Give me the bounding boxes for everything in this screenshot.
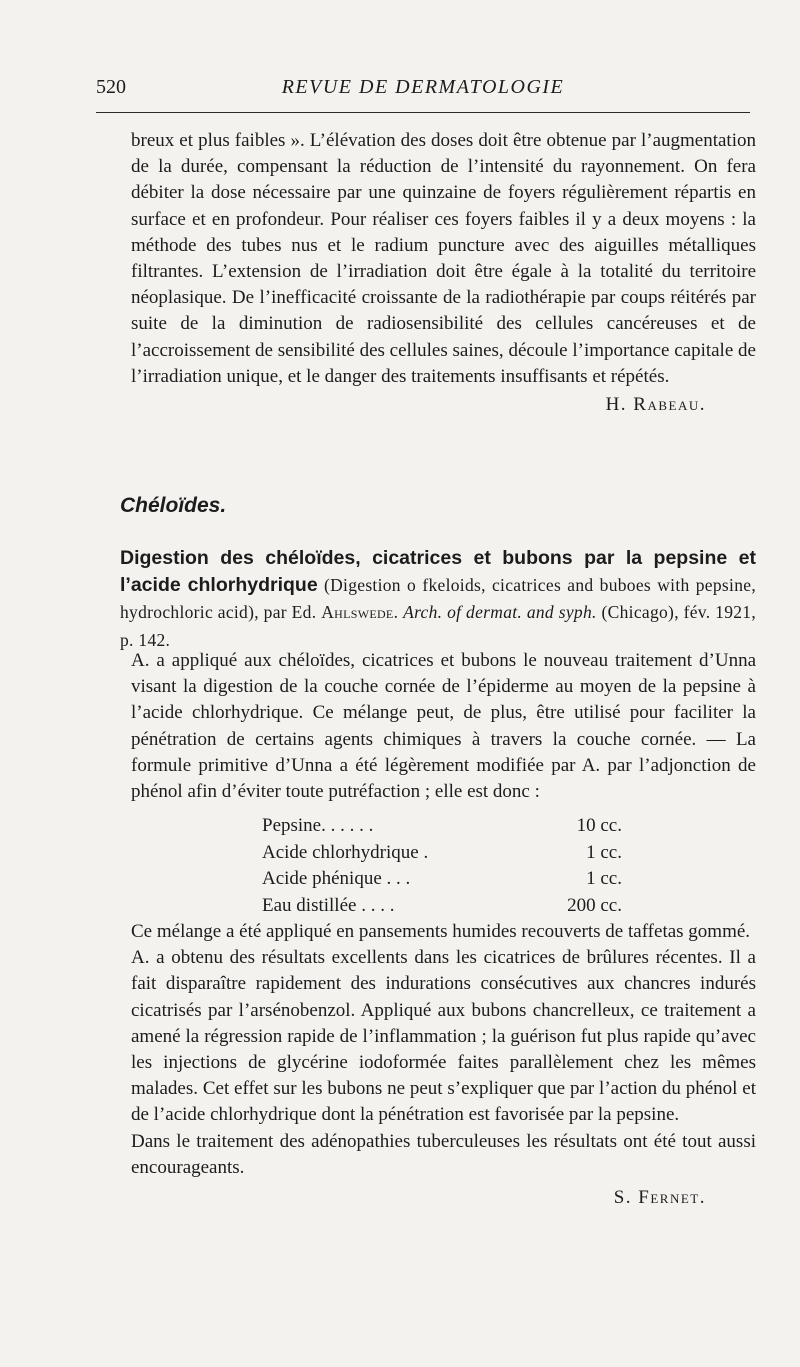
formula-table: [262, 813, 622, 919]
signature-name: Fernet.: [638, 1187, 706, 1209]
paragraph-method: A. a appliqué aux chéloïdes, cicatrices et bubons le nouveau traitement d’Unna visant la digestion de la couche cornée de l’épiderme au moyen de la pepsine à l’acide chlorhydrique. Ce mélange peut, de plus, être utilisé pour faciliter la pénétration de certains agents chimiques à travers la couche cornée. — La formule primitive d’Unna a été légèrement modifiée par A. par l’adjonction de phénol afin d’éviter toute putréfaction ; elle est donc :: [131, 650, 756, 803]
paragraph-radiotherapy: breux et plus faibles ». L’élévation des doses doit être obtenue par l’augmentation de la durée, compensant la réduction de l’intensité du rayonnement. On fera débiter la dose nécessaire par une quinzaine de foyers régulièrement répartis en surface et en profondeur. Pour réaliser ces foyers faibles il y a deux moyens : la méthode des tubes nus et le radium puncture avec des aiguilles métalliques filtrantes. L’extension de l’irradiation doit être égale à la totalité du territoire néoplasique. De l’inefficacité croissante de la radiothérapie par coups réitérés par suite de la diminution de radiosensibilité des cellules cancéreuses et de l’accroissement de sensibilité des cellules saines, découle l’importance capitale de l’irradiation unique, et le danger des traitements insuffisants et répétés.: [131, 130, 756, 387]
formula-row: [262, 866, 622, 893]
formula-row: [262, 840, 622, 867]
article-body: [131, 648, 756, 805]
ingredient: Acide phénique . . .: [262, 868, 411, 889]
signature-initial: S.: [613, 1187, 633, 1209]
quantity: 1 cc.: [586, 841, 622, 863]
article-title: Digestion des chéloïdes, cicatrices et bubons par la pepsine et l’acide chlorhydrique: [120, 547, 756, 597]
quantity: 1 cc.: [586, 868, 622, 889]
signature-name: Rabeau.: [633, 394, 706, 416]
article-author: Ahlswede.: [321, 602, 399, 623]
article-results: [131, 919, 756, 1209]
signature-fernet: [131, 1187, 756, 1209]
header-rule: [96, 112, 750, 113]
paragraph-application: Ce mélange a été appliqué en pansements humides recouverts de taffetas gommé.: [131, 921, 751, 942]
article-header: [120, 545, 756, 654]
ingredient: Pepsine. . . . . .: [262, 815, 374, 836]
formula-row: [262, 813, 622, 840]
article-translation: (Digestion o fkeloids, cicatrices and buboes with pepsine, hydrochloric acid), par Ed.: [120, 575, 756, 623]
running-head: [96, 76, 750, 102]
article-reference: (Chicago), fév. 1921, p. 142.: [120, 602, 757, 650]
section-title: Chéloïdes.: [120, 494, 227, 517]
formula-row: [262, 893, 622, 920]
signature-rabeau: [131, 394, 756, 416]
quantity: 200 cc.: [567, 894, 622, 916]
paragraph-results: A. a obtenu des résultats excellents dans les cicatrices de brûlures récentes. Il a fait disparaître rapidement des indurations consécutives aux chancres indurés cicatrisés par l’arsénobenzol. Appliqué aux bubons chancrelleux, ce traitement a amené la régression rapide de l’inflammation ; la guérison fut plus rapide qu’avec les injections de glycérine iodoformée faites parallèlement chez les mêmes malades. Cet effet sur les bubons ne peut s’expliquer que par l’action du phénol et de l’acide chlorhydrique dont la pénétration est favorisée par la pepsine.: [131, 947, 756, 1126]
page-number: 520: [96, 76, 126, 98]
previous-review-end: [131, 128, 756, 416]
quantity: 10 cc.: [576, 815, 622, 836]
journal-title: REVUE DE DERMATOLOGIE: [281, 76, 565, 98]
signature-initial: H.: [605, 394, 628, 416]
article-journal: Arch. of dermat. and syph.: [403, 602, 597, 623]
article-citation: [120, 545, 756, 654]
ingredient: Acide chlorhydrique .: [262, 841, 429, 863]
paragraph-tuberculous: Dans le traitement des adénopathies tuberculeuses les résultats ont été tout aussi encourageants.: [131, 1130, 756, 1178]
ingredient: Eau distillée . . . .: [262, 894, 395, 916]
